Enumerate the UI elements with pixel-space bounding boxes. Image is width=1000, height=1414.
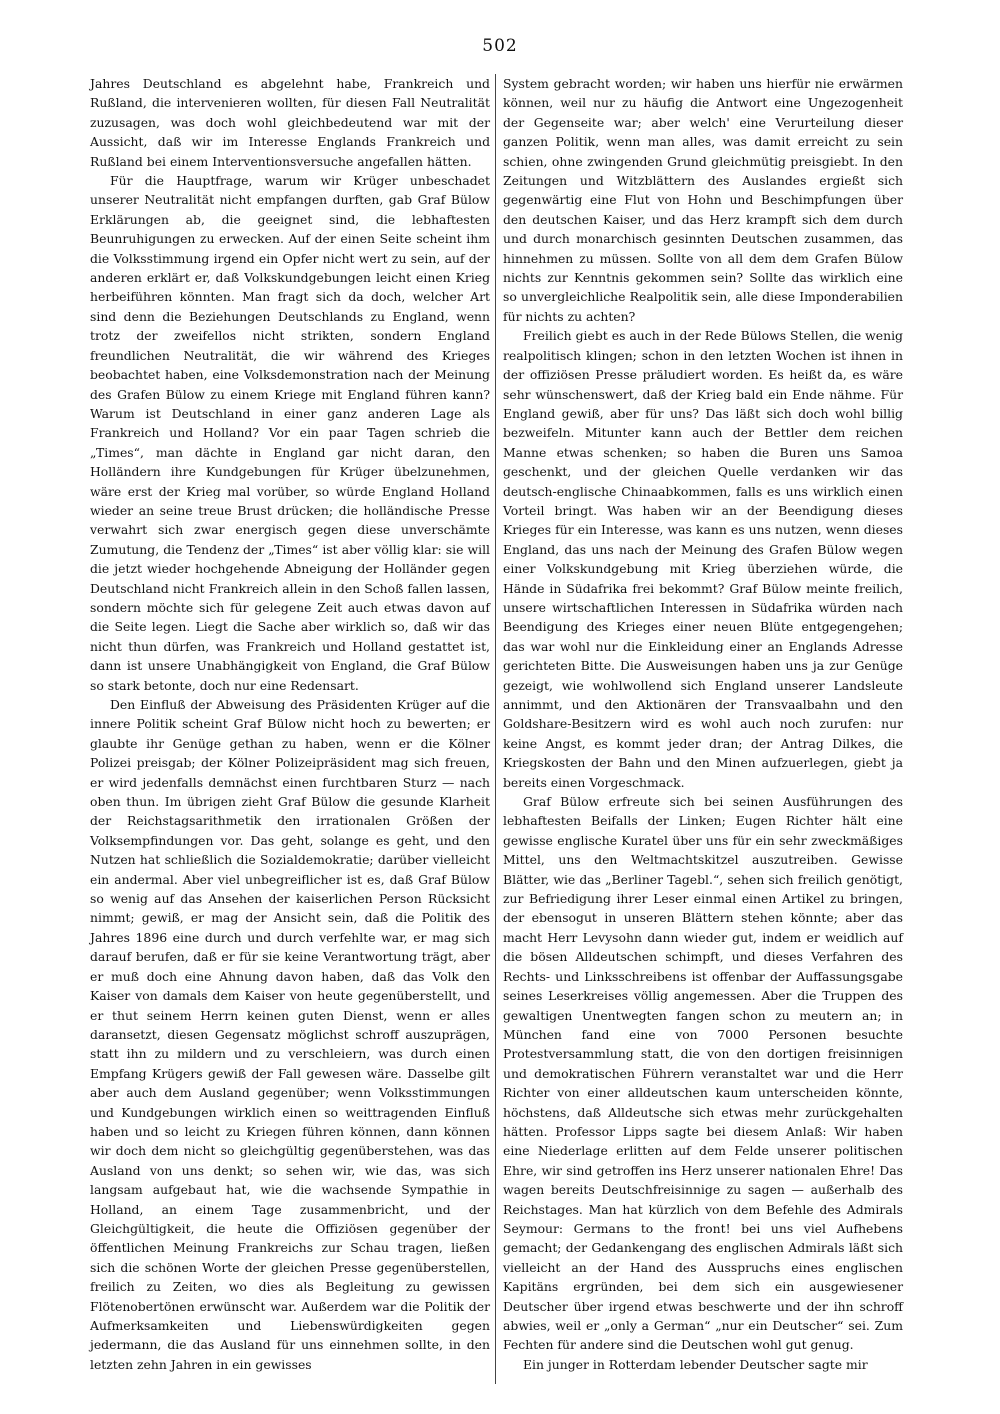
column-divider <box>495 74 496 1384</box>
page-number: 502 <box>482 36 518 56</box>
left-paragraph-1: Jahres Deutschland es abgelehnt habe, Frankreich und Rußland, die intervenieren wollten, für diesen Fall Neutralität zuzusagen, was doch wohl gleichbedeutend war mit der Aussicht, daß wir im Interesse Englands Frankreich und Rußland bei einem Interventionsversuche angefallen hätten. <box>90 76 490 169</box>
right-column <box>503 74 903 1374</box>
left-column <box>90 74 490 1374</box>
left-paragraph-2: Für die Hauptfrage, warum wir Krüger unbeschadet unserer Neutralität nicht empfangen durften, gab Graf Bülow Erklärungen ab, die geeignet sind, die lebhaftesten Beunruhigungen zu erwecken. Auf der einen Seite scheint ihm die Volksstimmung irgend ein Opfer nicht wert zu sein, auf der anderen erklärt er, daß Volkskundgebungen leicht einen Krieg herbeiführen könnten. Man fragt sich da doch, welcher Art sind denn die Beziehungen Deutschlands zu England, wenn trotz der zweifellos nicht strikten, sondern England freundlichen Neutralität, die wir während des Krieges beobachtet haben, eine Volksdemonstration nach der Meinung des Grafen Bülow zu einem Kriege mit England führen kann? Warum ist Deutschland in einer ganz anderen Lage als Frankreich und Holland? Vor ein paar Tagen schrieb die „Times“, man dächte in England gar nicht daran, den Holländern ihre Kundgebungen für Krüger übelzunehmen, wäre erst der Krieg mal vorüber, so würde England Holland wieder an seine treue Brust drücken; die holländische Presse verwahrt sich zwar energisch gegen diese unverschämte Zumutung, die Tendenz der „Times“ ist aber völlig klar: sie will die jetzt wieder hochgehende Abneigung der Holländer gegen Deutschland nicht Frankreich allein in den Schoß fallen lassen, sondern möchte sich für gelegene Zeit auch etwas davon auf die Seite legen. Liegt die Sache aber wirklich so, daß wir das nicht thun dürfen, was Frankreich und Holland gestattet ist, dann ist unsere Unabhängigkeit von England, die Graf Bülow so stark betonte, doch nur eine Redensart. <box>90 173 490 693</box>
left-paragraph-3: Den Einfluß der Abweisung des Präsidenten Krüger auf die innere Politik scheint Graf Bülow nicht hoch zu bewerten; er glaubte ihr Genüge gethan zu haben, wenn er die Kölner Polizei preisgab; der Kölner Polizeipräsident mag sich freuen, er wird jedenfalls demnächst einen furchtbaren Sturz — nach oben thun. Im übrigen zieht Graf Bülow die gesunde Klarheit der Reichstagsarithmetik den irrationalen Größen der Volksempfindungen vor. Das geht, solange es geht, und den Nutzen hat schließlich die Sozialdemokratie; darüber vielleicht ein andermal. Aber viel unbegreiflicher ist es, daß Graf Bülow so wenig auf das Ansehen der kaiserlichen Person Rücksicht nimmt; gewiß, er mag der Ansicht sein, daß die Politik des Jahres 1896 eine durch und durch verfehlte war, er mag sich darauf berufen, daß er für sie keine Verantwortung trägt, aber er muß doch eine Ahnung davon haben, daß das Volk den Kaiser von damals dem Kaiser von heute gegenüberstellt, und er thut seinem Herrn keinen guten Dienst, wenn er alles daransetzt, diesen Gegensatz möglichst schroff auszuprägen, statt ihn zu mildern und zu verschleiern, was durch einen Empfang Krügers gewiß der Fall gewesen wäre. Dasselbe gilt aber auch dem Ausland gegenüber; wenn Volksstimmungen und Kundgebungen wirklich einen so weittragenden Einfluß haben und so leicht zu Kriegen führen können, dann können wir doch dem nicht so gleichgültig gegenüberstehen, was das Ausland von uns denkt; so sehen wir, wie das, was sich langsam aufgebaut hat, wie die wachsende Sympathie in Holland, an einem Tage zusammenbricht, und der Gleichgültigkeit, die heute die Offiziösen gegenüber der öffentlichen Meinung Frankreichs zur Schau tragen, ließen sich die schönen Worte der gleichen Presse gegenüberstellen, freilich zu Zeiten, wo dies als Begleitung zu gewissen Flötenobertönen erwünscht war. Außerdem war die Politik der Aufmerksamkeiten und Liebenswürdigkeiten gegen jedermann, die das Ausland für uns einnehmen sollte, in den letzten zehn Jahren in ein gewisses <box>90 697 490 1372</box>
right-paragraph-1: System gebracht worden; wir haben uns hierfür nie erwärmen können, weil nur zu häufig die Antwort eine Ungezogenheit der Gegenseite war; aber welch' eine Verurteilung dieser ganzen Politik, wenn man alles, was damit erreicht zu sein schien, ohne zwingenden Grund gleichmütig preisgiebt. In den Zeitungen und Witzblättern des Auslandes ergießt sich gegenwärtig eine Flut von Hohn und Beschimpfungen über den deutschen Kaiser, und das Herz krampft sich dem durch und durch monarchisch gesinnten Deutschen zusammen, das hinnehmen zu müssen. Sollte von all dem dem Grafen Bülow nichts zur Kenntnis gekommen sein? Sollte das wirklich eine so unvergleichliche Realpolitik sein, alle diese Imponderabilien für nichts zu achten? <box>503 76 903 324</box>
right-paragraph-2: Freilich giebt es auch in der Rede Bülows Stellen, die wenig realpolitisch klingen; schon in den letzten Wochen ist ihnen in der offiziösen Presse präludiert worden. Es heißt da, es wäre sehr wünschenswert, daß der Krieg bald ein Ende nähme. Für England gewiß, aber für uns? Das läßt sich doch wohl billig bezweifeln. Mitunter kann auch der Bettler dem reichen Manne etwas schenken; so haben die Buren uns Samoa geschenkt, und der gleichen Quelle verdanken wir das deutsch-englische Chinaabkommen, falls es uns wirklich einen Vorteil bringt. Was haben wir an der Beendigung dieses Krieges für ein Interesse, was kann es uns nutzen, wenn dieses England, das uns nach der Meinung des Grafen Bülow wegen einer Volkskundgebung mit Krieg überziehen würde, die Hände in Südafrika frei bekommt? Graf Bülow meinte freilich, unsere wirtschaftlichen Interessen in Südafrika würden nach Beendigung des Krieges einer neuen Blüte entgegengehen; das war wohl nur die Einkleidung einer an Englands Adresse gerichteten Bitte. Die Ausweisungen haben uns ja zur Genüge gezeigt, wie wohlwollend sich England unserer Landsleute annimmt, und den Aktionären der Transvaalbahn und den Goldshare-Besitzern wird es wohl auch noch zurufen: nur keine Angst, es kommt jeder dran; der Antrag Dilkes, die Kriegskosten der Bahn und den Minen aufzuerlegen, giebt ja bereits einen Vorgeschmack. <box>503 328 903 790</box>
right-paragraph-3: Graf Bülow erfreute sich bei seinen Ausführungen des lebhaftesten Beifalls der Linken; Eugen Richter hält eine gewisse englische Kuratel über uns für ein sehr zweckmäßiges Mittel, uns den Weltmachtskitzel auszutreiben. Gewisse Blätter, wie das „Berliner Tagebl.“, sehen sich freilich genötigt, zur Befriedigung ihrer Leser einmal einen Artikel zu bringen, der ebensogut in unseren Blättern stehen könnte; aber das macht Herr Levysohn dann wieder gut, indem er weidlich auf die bösen Alldeutschen schimpft, und dieses Verfahren des Rechts- und Linksschreibens ist offenbar der Auffassungsgabe seines Leserkreises völlig angemessen. Aber die Truppen des gewaltigen Unentwegten fangen schon zu meutern an; in München fand eine von 7000 Personen besuchte Protestversammlung statt, die von den dortigen freisinnigen und demokratischen Führern veranstaltet war und die Herr Richter von einer alldeutschen kaum unterscheiden könnte, höchstens, daß Alldeutsche sich etwas mehr zurückgehalten hätten. Professor Lipps sagte bei diesem Anlaß: Wir haben eine Niederlage erlitten auf dem Felde unserer politischen Ehre, wir sind getroffen ins Herz unserer nationalen Ehre! Das wagen bereits Deutschfreisinnige zu sagen — außerhalb des Reichstages. Man hat kürzlich von dem Befehle des Admirals Seymour: Germans to the front! bei uns viel Aufhebens gemacht; der Gedankengang des englischen Admirals läßt sich vielleicht an der Hand des Ausspruchs eines englischen Kapitäns ergründen, bei dem sich ein ausgewiesener Deutscher über irgend etwas beschwerte und der ihn schroff abwies, weil er „only a German“ „nur ein Deutscher“ sei. Zum Fechten für andere sind die Deutschen wohl gut genug. <box>503 794 903 1353</box>
right-paragraph-4: Ein junger in Rotterdam lebender Deutscher sagte mir <box>523 1356 868 1372</box>
